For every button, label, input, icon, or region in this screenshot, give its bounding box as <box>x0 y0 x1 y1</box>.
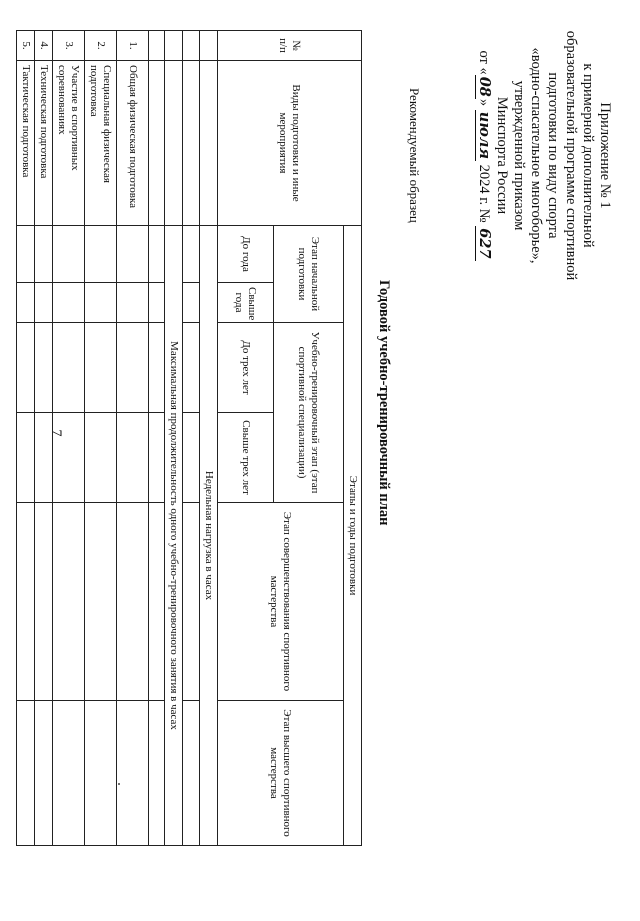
header-num: № п/п <box>218 31 362 61</box>
date-month: июля <box>475 111 493 159</box>
table-row <box>117 31 149 846</box>
row-number: 2. <box>85 31 117 61</box>
header-stage2-under-three: До трех лет <box>218 323 274 413</box>
date-sep: » <box>475 98 492 107</box>
max-duration-row: Максимальная продолжительность одного учебно-тренировочного занятия в часах <box>165 226 183 846</box>
row-number: 4. <box>35 31 53 61</box>
header-stage-training: Учебно-тренировочный этап (этап спортивной специализации) <box>274 323 344 503</box>
header-stage-initial: Этап начальной подготовки <box>274 226 344 323</box>
table-row <box>35 31 53 846</box>
header-stage1-under-year: До года <box>218 226 274 283</box>
page-number: 7 <box>48 429 64 437</box>
order-date-line <box>474 28 492 283</box>
appendix-line: Приложение № 1 <box>597 102 613 209</box>
header-stage1-over-year: Свыше года <box>218 283 274 323</box>
training-plan-table <box>16 30 362 846</box>
appendix-line: образовательной программе спортивной <box>562 30 579 281</box>
appendix-line: Минспорта России <box>493 96 510 215</box>
row-number: 5. <box>17 31 35 61</box>
order-number: 627 <box>475 228 493 259</box>
appendix-line: утвержденной приказом <box>510 80 527 231</box>
weekly-load-row: Недельная нагрузка в часах <box>200 226 218 846</box>
appendix-line: к примерной дополнительной <box>579 63 596 248</box>
date-day: 08 <box>475 76 493 97</box>
row-label: Общая физическая подготовка <box>117 61 149 226</box>
date-year: 2024 г. № <box>475 164 492 223</box>
appendix-line: «водно-спасательное многоборье», <box>528 47 545 264</box>
row-label: Специальная физическая подготовка <box>85 61 117 226</box>
row-number: 3. <box>53 31 85 61</box>
header-stage-highest: Этап высшего спортивного мастерства <box>218 701 344 846</box>
table-row <box>53 31 85 846</box>
table-row <box>85 31 117 846</box>
header-stage-improvement: Этап совершенствования спортивного мастерства <box>218 503 344 701</box>
appendix-header <box>474 28 613 283</box>
header-stages: Этапы и годы подготовки <box>344 226 362 846</box>
row-label: Техническая подготовка <box>35 61 53 226</box>
header-kinds: Виды подготовки и иные мероприятия <box>218 61 362 226</box>
appendix-line: подготовки по виду спорта <box>545 72 562 239</box>
header-stage2-over-three: Свыше трех лет <box>218 413 274 503</box>
row-label: Участие в спортивных соревнованиях <box>53 61 85 226</box>
row-number: 1. <box>117 31 149 61</box>
date-prefix: от « <box>475 50 492 75</box>
row-label: Тактическая подготовка <box>17 61 35 226</box>
table-row <box>17 31 35 846</box>
sample-label: Рекомендуемый образец <box>407 88 422 223</box>
plan-title: Годовой учебно-тренировочный план <box>376 280 392 526</box>
